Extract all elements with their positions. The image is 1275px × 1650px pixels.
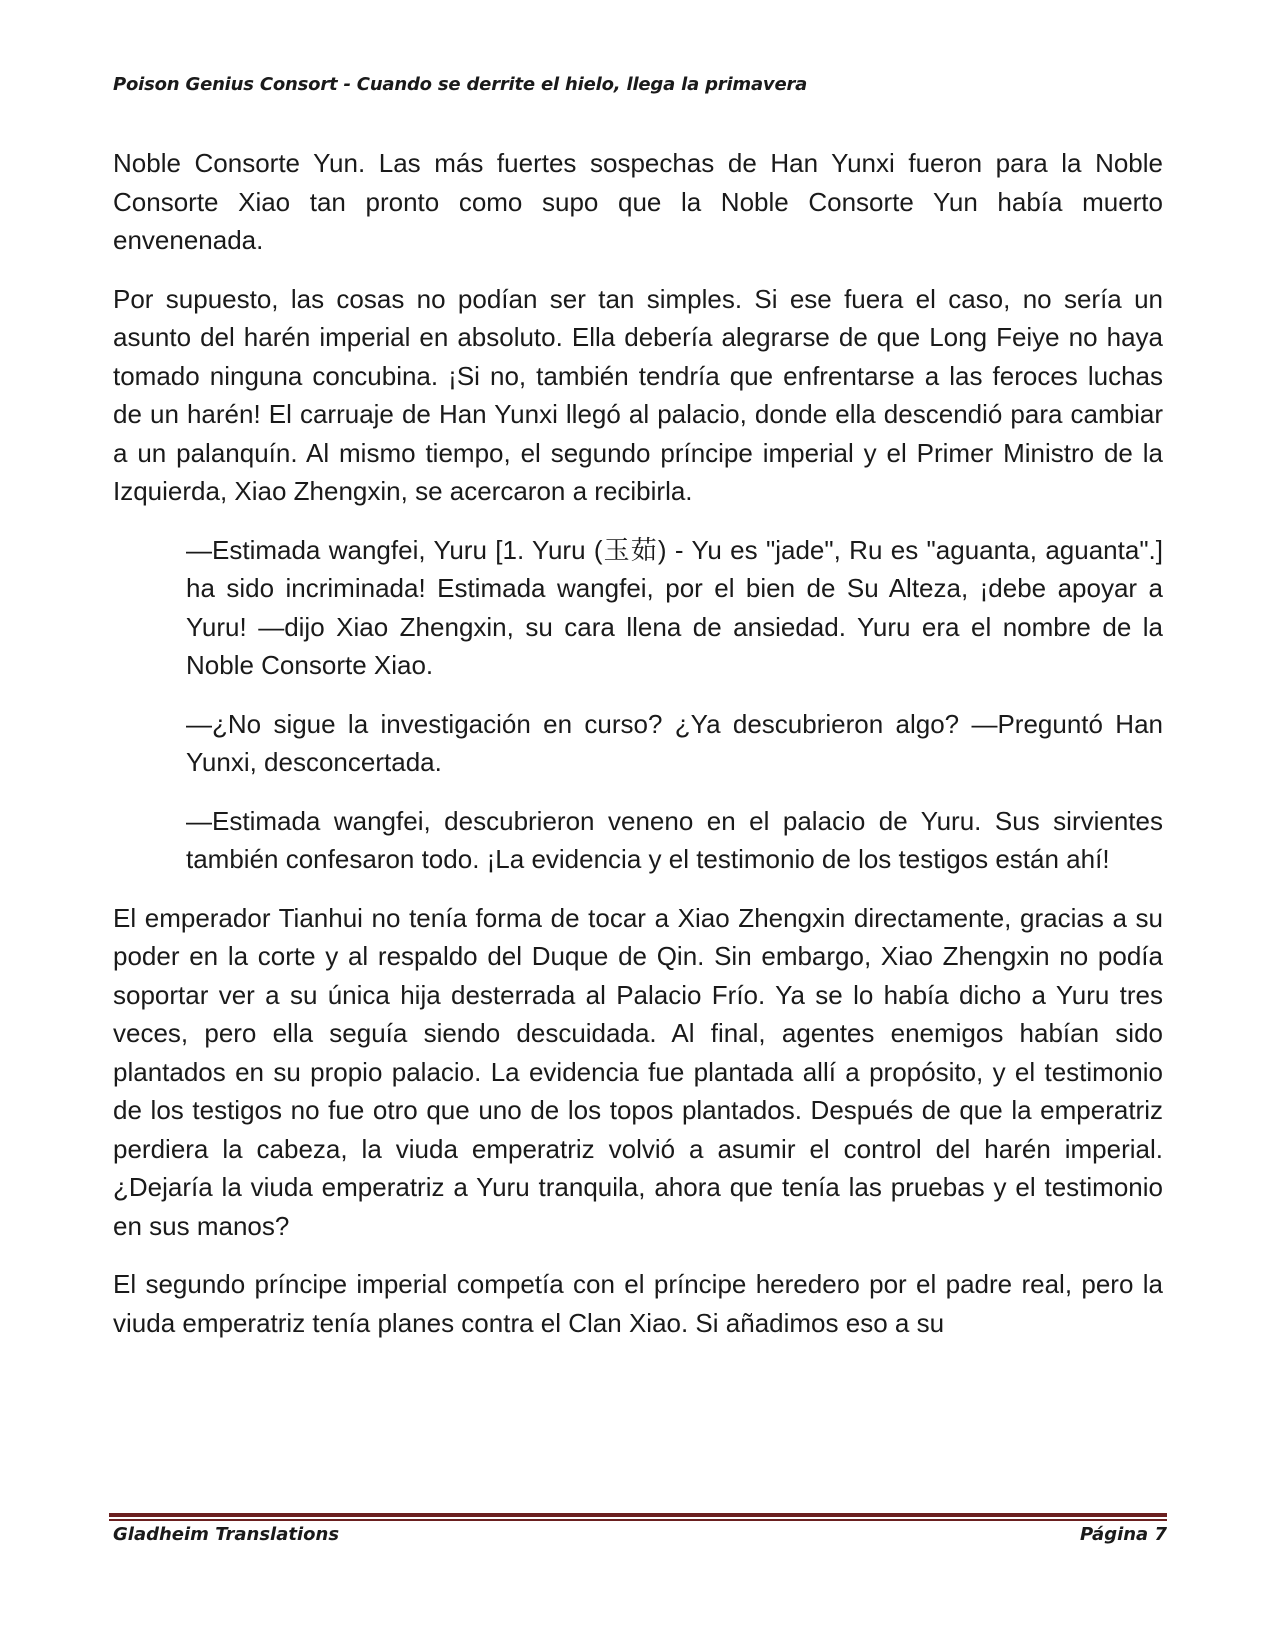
body-text <box>113 144 1163 1362</box>
footer-divider-thin <box>109 1519 1167 1521</box>
footer-page-number: Página 7 <box>1080 1524 1167 1545</box>
paragraph: El segundo príncipe imperial competía con el príncipe heredero por el padre real, pero la viuda emperatriz tenía planes contra el Clan Xiao. Si añadimos eso a su <box>113 1269 1163 1338</box>
paragraph: Noble Consorte Yun. Las más fuertes sospechas de Han Yunxi fueron para la Noble Consorte Xiao tan pronto como supo que la Noble Consorte Yun había muerto envenenada. <box>113 148 1163 255</box>
paragraph: El emperador Tianhui no tenía forma de tocar a Xiao Zhengxin directamente, gracias a su poder en la corte y al respaldo del Duque de Qin. Sin embargo, Xiao Zhengxin no podía soportar ver a su única hija desterrada al Palacio Frío. Ya se lo había dicho a Yuru tres veces, pero ella seguía siendo descuidada. Al final, agentes enemigos habían sido plantados en su propio palacio. La evidencia fue plantada allí a propósito, y el testimonio de los testigos no fue otro que uno de los topos plantados. Después de que la emperatriz perdiera la cabeza, la viuda emperatriz volvió a asumir el control del harén imperial. ¿Dejaría la viuda emperatriz a Yuru tranquila, ahora que tenía las pruebas y el testimonio en sus manos? <box>113 902 1163 1241</box>
footer-divider <box>109 1513 1167 1517</box>
dialog-paragraph: —¿No sigue la investigación en curso? ¿Ya descubrieron algo? —Preguntó Han Yunxi, desconcertada. <box>186 708 1163 777</box>
paragraph: Por supuesto, las cosas no podían ser tan simples. Si ese fuera el caso, no sería un asunto del harén imperial en absoluto. Ella debería alegrarse de que Long Feiye no haya tomado ninguna concubina. ¡Si no, también tendría que enfrentarse a las feroces luchas de un harén! El carruaje de Han Yunxi llegó al palacio, donde ella descendió para cambiar a un palanquín. Al mismo tiempo, el segundo príncipe imperial y el Primer Ministro de la Izquierda, Xiao Zhengxin, se acercaron a recibirla. <box>113 283 1163 506</box>
dialog-paragraph: —Estimada wangfei, descubrieron veneno en el palacio de Yuru. Sus sirvientes también confesaron todo. ¡La evidencia y el testimonio de los testigos están ahí! <box>186 805 1163 874</box>
page-header-title: Poison Genius Consort - Cuando se derrite el hielo, llega la primavera <box>113 74 808 95</box>
dialog-paragraph: —Estimada wangfei, Yuru [1. Yuru (玉茹) - Yu es "jade", Ru es "aguanta, aguanta".] ha sido incriminada! Estimada wangfei, por el bien de Su Alteza, ¡debe apoyar a Yuru! —dijo Xiao Zhengxin, su cara llena de ansiedad. Yuru era el nombre de la Noble Consorte Xiao. <box>186 534 1163 680</box>
footer-publisher: Gladheim Translations <box>113 1524 340 1545</box>
